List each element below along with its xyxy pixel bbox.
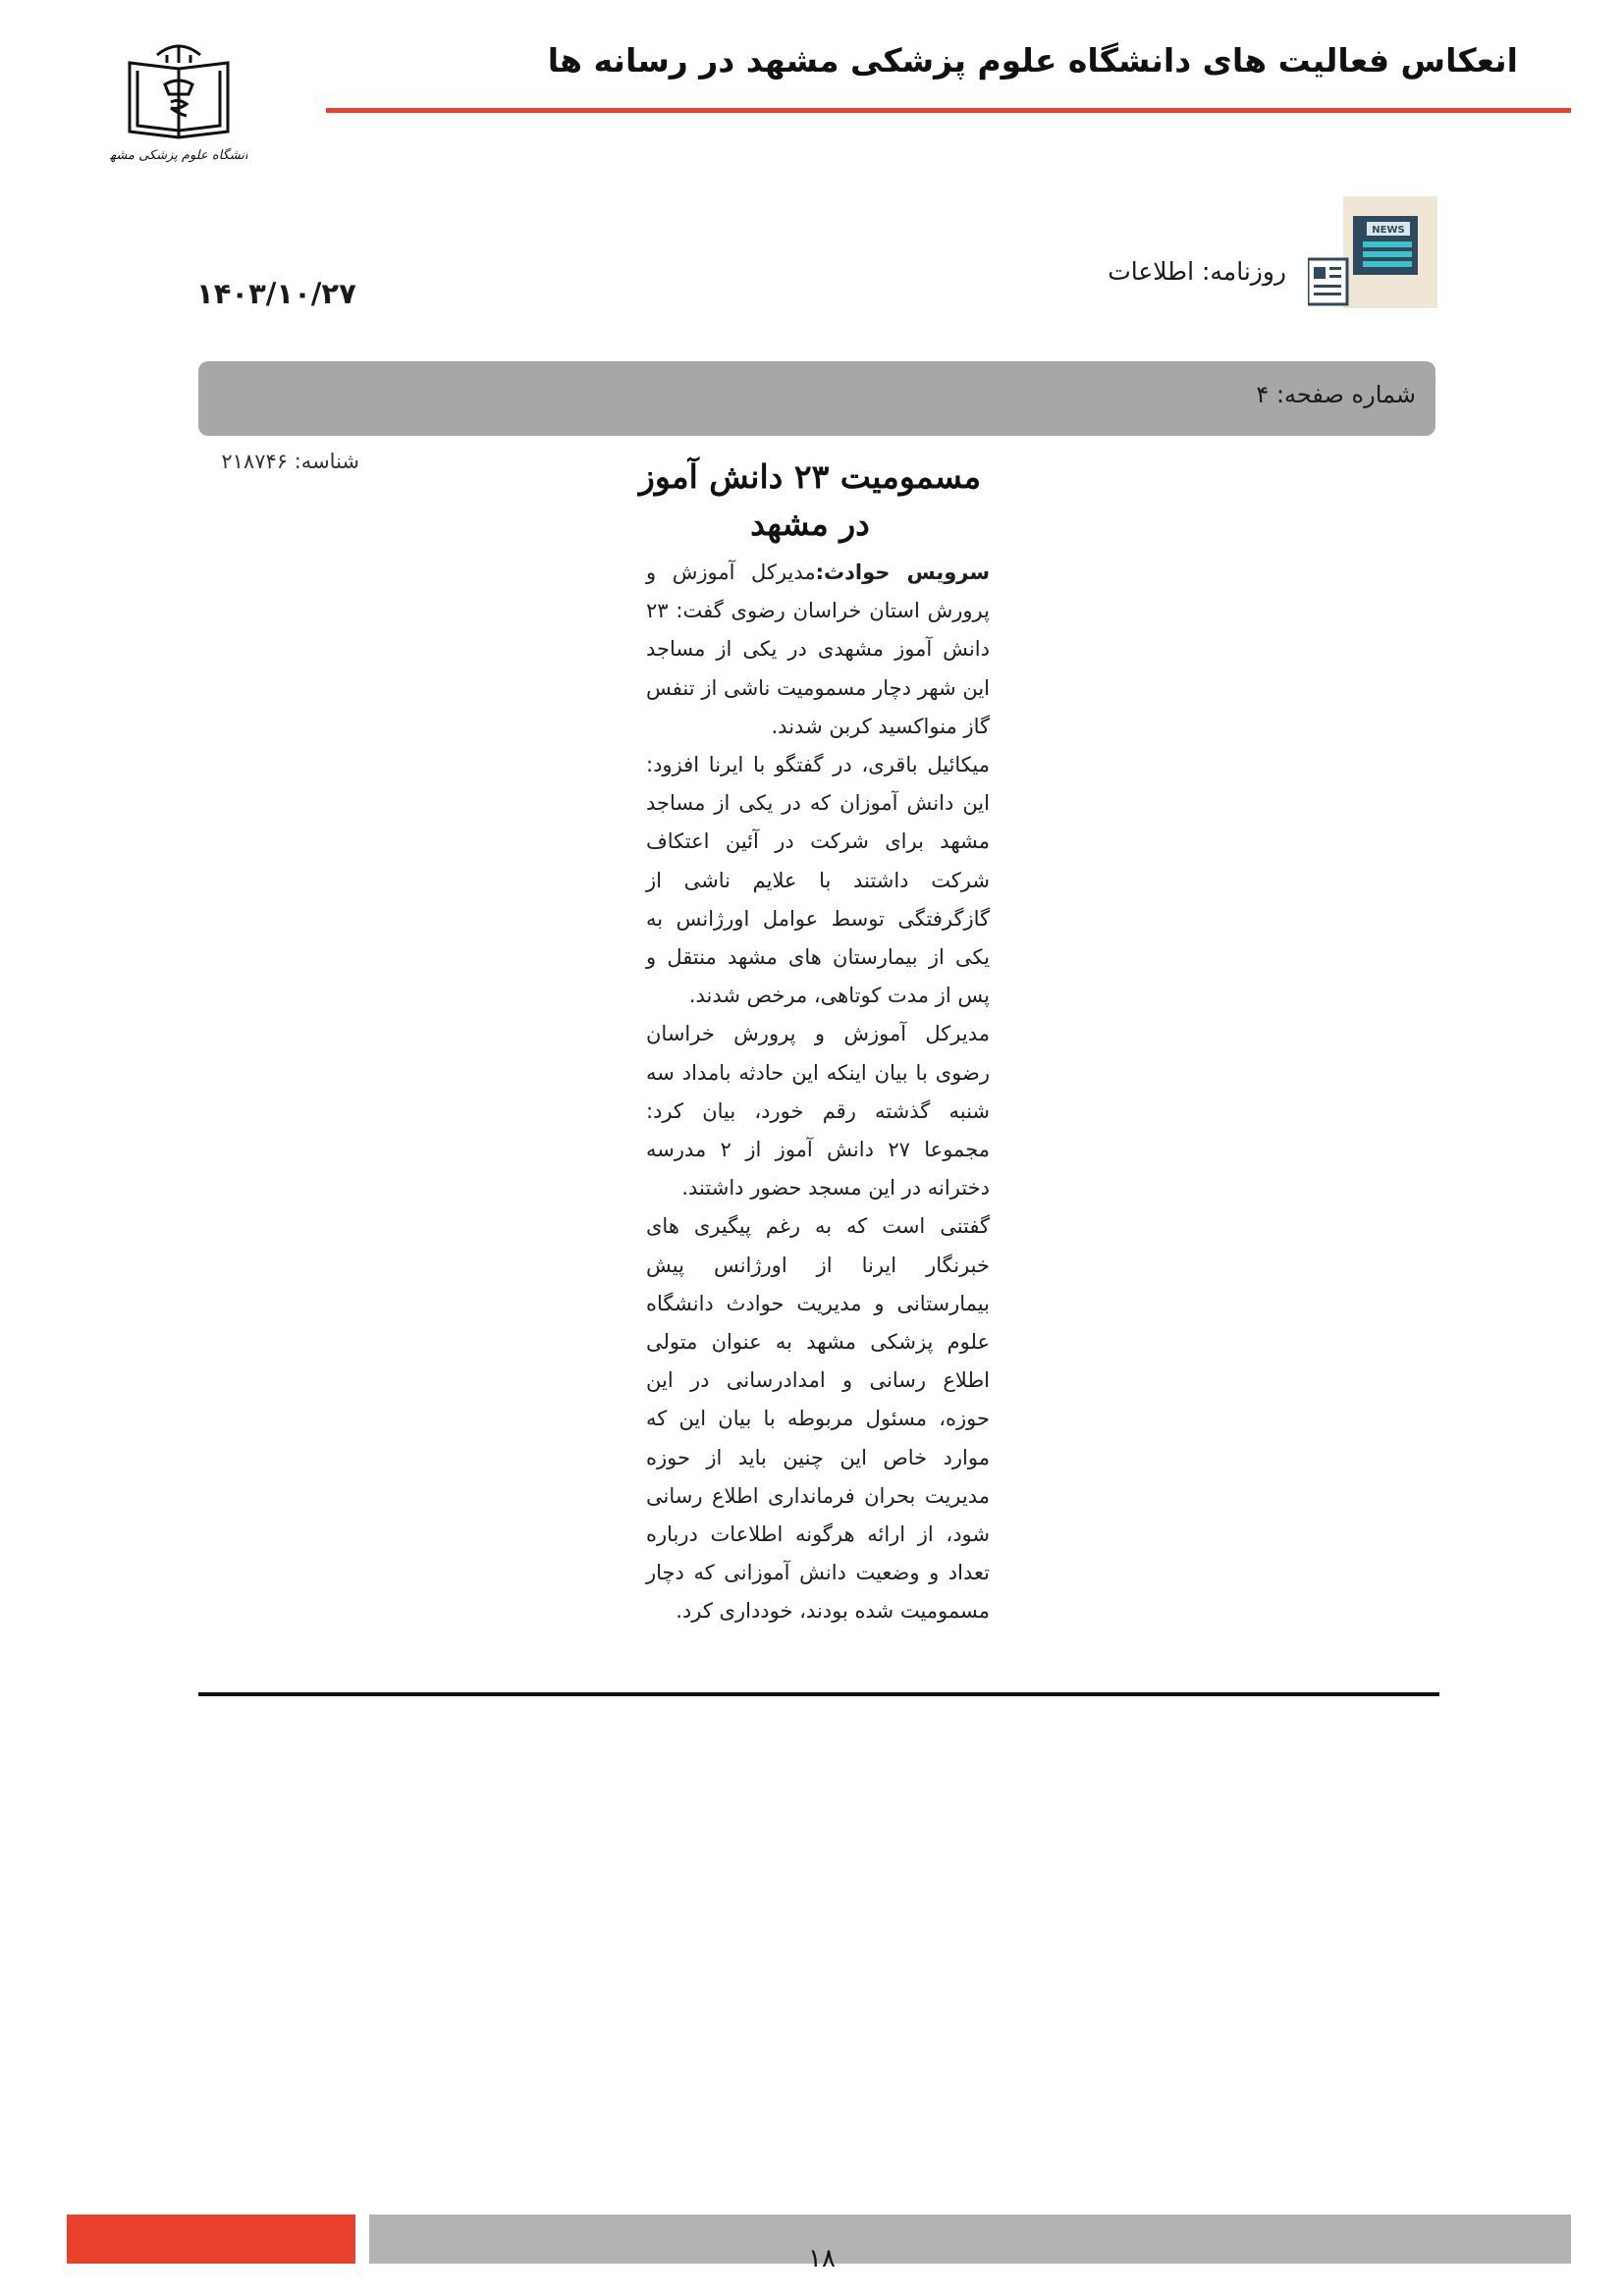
logo-caption: دانشگاه علوم پزشکی مشهد xyxy=(110,148,247,163)
university-logo xyxy=(110,33,247,167)
header-divider xyxy=(326,108,1571,113)
footer-bar xyxy=(369,2215,1571,2264)
article-paragraph-text: مدیرکل آموزش و پرورش استان خراسان رضوی گفت: ۲۳ دانش آموز مشهدی در یکی از مساجد این شهر دچار مسمومیت ناشی از تنفس گاز منواکسید کربن شدند. xyxy=(646,561,990,738)
article-paragraph: میکائیل باقری، در گفتگو با ایرنا افزود: این دانش آموزان که در یکی از مساجد مشهد برای شرکت در آئین اعتکاف شرکت داشتند با علایم ناشی از گازگرفتگی توسط عوامل اورژانس به یکی از بیمارستان های مشهد منتقل و پس از مدت کوتاهی، مرخص شدند. xyxy=(646,753,990,1008)
source-name: اطلاعات xyxy=(1108,257,1195,286)
article-lead: سرویس حوادث: xyxy=(815,561,990,584)
footer-accent-bar xyxy=(67,2215,355,2264)
headline-line-2: در مشهد xyxy=(750,505,870,543)
article-bottom-divider xyxy=(198,1692,1439,1696)
source-label: روزنامه: xyxy=(1201,257,1286,286)
article-paragraph: مدیرکل آموزش و پرورش خراسان رضوی با بیان اینکه این حادثه بامداد سه شنبه گذشته رقم خورد، بیان کرد: مجموعا ۲۷ دانش آموز از ۲ مدرسه دخترانه در این مسجد حضور داشتند. xyxy=(646,1022,990,1201)
footer-page-number: ۱۸ xyxy=(808,2244,836,2273)
university-emblem-icon xyxy=(110,33,247,167)
newspaper-source xyxy=(1108,257,1286,286)
article-id-value: ۲۱۸۷۴۶ xyxy=(221,450,289,473)
publication-date: ۱۴۰۳/۱۰/۲۷ xyxy=(196,277,356,310)
page-title: انعکاس فعالیت های دانشگاه علوم پزشکی مشهد در رسانه ها xyxy=(547,41,1518,80)
page-number-line xyxy=(1256,381,1416,408)
article-paragraph xyxy=(646,554,990,746)
newspaper-icon xyxy=(1308,196,1437,308)
page-number-value: ۴ xyxy=(1256,381,1270,408)
article-paragraph: گفتنی است که به رغم پیگیری های خبرنگار ایرنا از اورژانس پیش بیمارستانی و مدیریت حوادث دانشگاه علوم پزشکی مشهد به عنوان متولی اطلاع رسانی و امدادرسانی در این حوزه، مسئول مربوطه با بیان این که موارد خاص این چنین باید از حوزه مدیریت بحران فرمانداری اطلاع رسانی شود، از ارائه هرگونه اطلاعات درباره تعداد و وضعیت دانش آموزانی که دچار مسمومیت شده بودند، خودداری کرد. xyxy=(646,1214,990,1624)
article-body xyxy=(646,554,990,1631)
news-label: NEWS xyxy=(1372,225,1405,236)
page-number-label: شماره صفحه: xyxy=(1275,381,1416,408)
article-id xyxy=(221,450,359,473)
headline-line-1: مسمومیت ۲۳ دانش آموز xyxy=(638,457,982,496)
article-id-label: شناسه: xyxy=(294,450,359,473)
page-info-band xyxy=(198,361,1435,436)
article-headline xyxy=(628,454,992,548)
